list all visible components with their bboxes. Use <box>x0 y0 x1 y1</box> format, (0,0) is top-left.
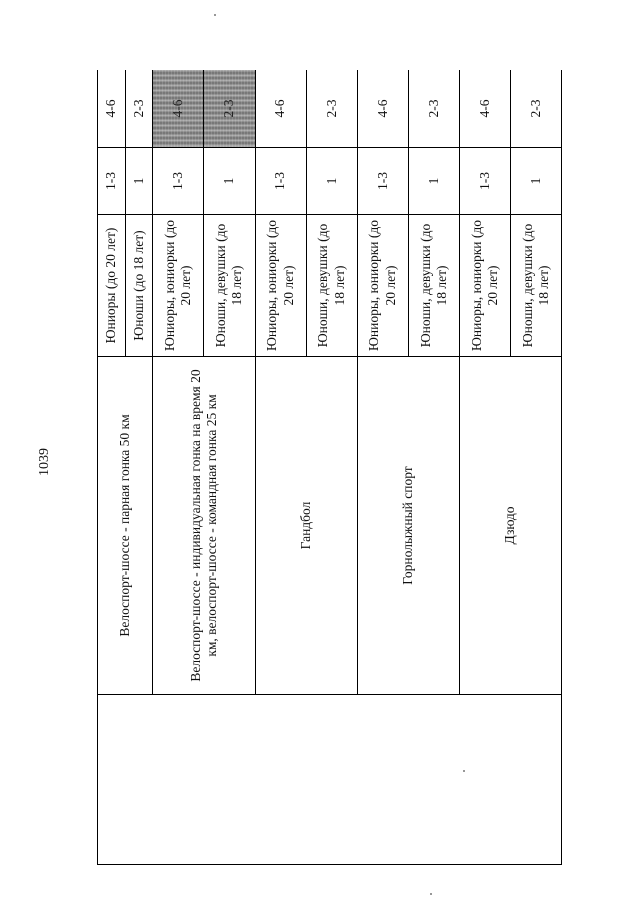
years-cell: 1-3 <box>357 148 408 215</box>
age-group-cell: Юниоры, юниорки (до 20 лет) <box>357 215 408 357</box>
age-group-cell: Юноши (до 18 лет) <box>125 215 153 357</box>
page-number: 1039 <box>37 448 52 476</box>
years-cell: 1 <box>510 148 561 215</box>
sport-cell: Велоспорт-шоссе - индивидуальная гонка на время 20 км, велоспорт-шоссе - командная гонка 25 км <box>153 357 255 695</box>
sport-cell: Гандбол <box>255 357 357 695</box>
range-cell-shaded: 2-3 <box>204 70 255 148</box>
scan-speck <box>430 893 432 895</box>
range-cell-shaded: 4-6 <box>153 70 204 148</box>
age-group-cell: Юноши, девушки (до 18 лет) <box>510 215 561 357</box>
range-cell: 4-6 <box>255 70 306 148</box>
range-cell: 2-3 <box>125 70 153 148</box>
years-cell: 1-3 <box>153 148 204 215</box>
years-cell: 1-3 <box>459 148 510 215</box>
age-group-cell: Юниоры (до 20 лет) <box>98 215 126 357</box>
sports-table <box>97 70 562 865</box>
table-rotator <box>97 70 562 865</box>
scan-speck <box>463 770 465 772</box>
age-group-cell: Юниоры, юниорки (до 20 лет) <box>255 215 306 357</box>
years-cell: 1-3 <box>98 148 126 215</box>
sport-cell: Велоспорт-шоссе - парная гонка 50 км <box>98 357 153 695</box>
years-cell: 1-3 <box>255 148 306 215</box>
range-cell: 4-6 <box>98 70 126 148</box>
age-group-cell: Юноши, девушки (до 18 лет) <box>408 215 459 357</box>
age-group-cell: Юниоры, юниорки (до 20 лет) <box>459 215 510 357</box>
range-cell: 4-6 <box>357 70 408 148</box>
sport-cell: Горнолыжный спорт <box>357 357 459 695</box>
age-group-cell: Юниоры, юниорки (до 20 лет) <box>153 215 204 357</box>
years-cell: 1 <box>125 148 153 215</box>
years-cell: 1 <box>306 148 357 215</box>
empty-first-column <box>98 695 562 865</box>
scan-speck <box>214 14 216 16</box>
years-cell: 1 <box>204 148 255 215</box>
years-cell: 1 <box>408 148 459 215</box>
range-cell: 2-3 <box>306 70 357 148</box>
range-cell: 2-3 <box>510 70 561 148</box>
table-frame <box>97 70 562 865</box>
range-cell: 4-6 <box>459 70 510 148</box>
sport-cell: Дзюдо <box>459 357 561 695</box>
table-row <box>98 70 126 865</box>
age-group-cell: Юноши, девушки (до 18 лет) <box>204 215 255 357</box>
age-group-cell: Юноши, девушки (до 18 лет) <box>306 215 357 357</box>
range-cell: 2-3 <box>408 70 459 148</box>
